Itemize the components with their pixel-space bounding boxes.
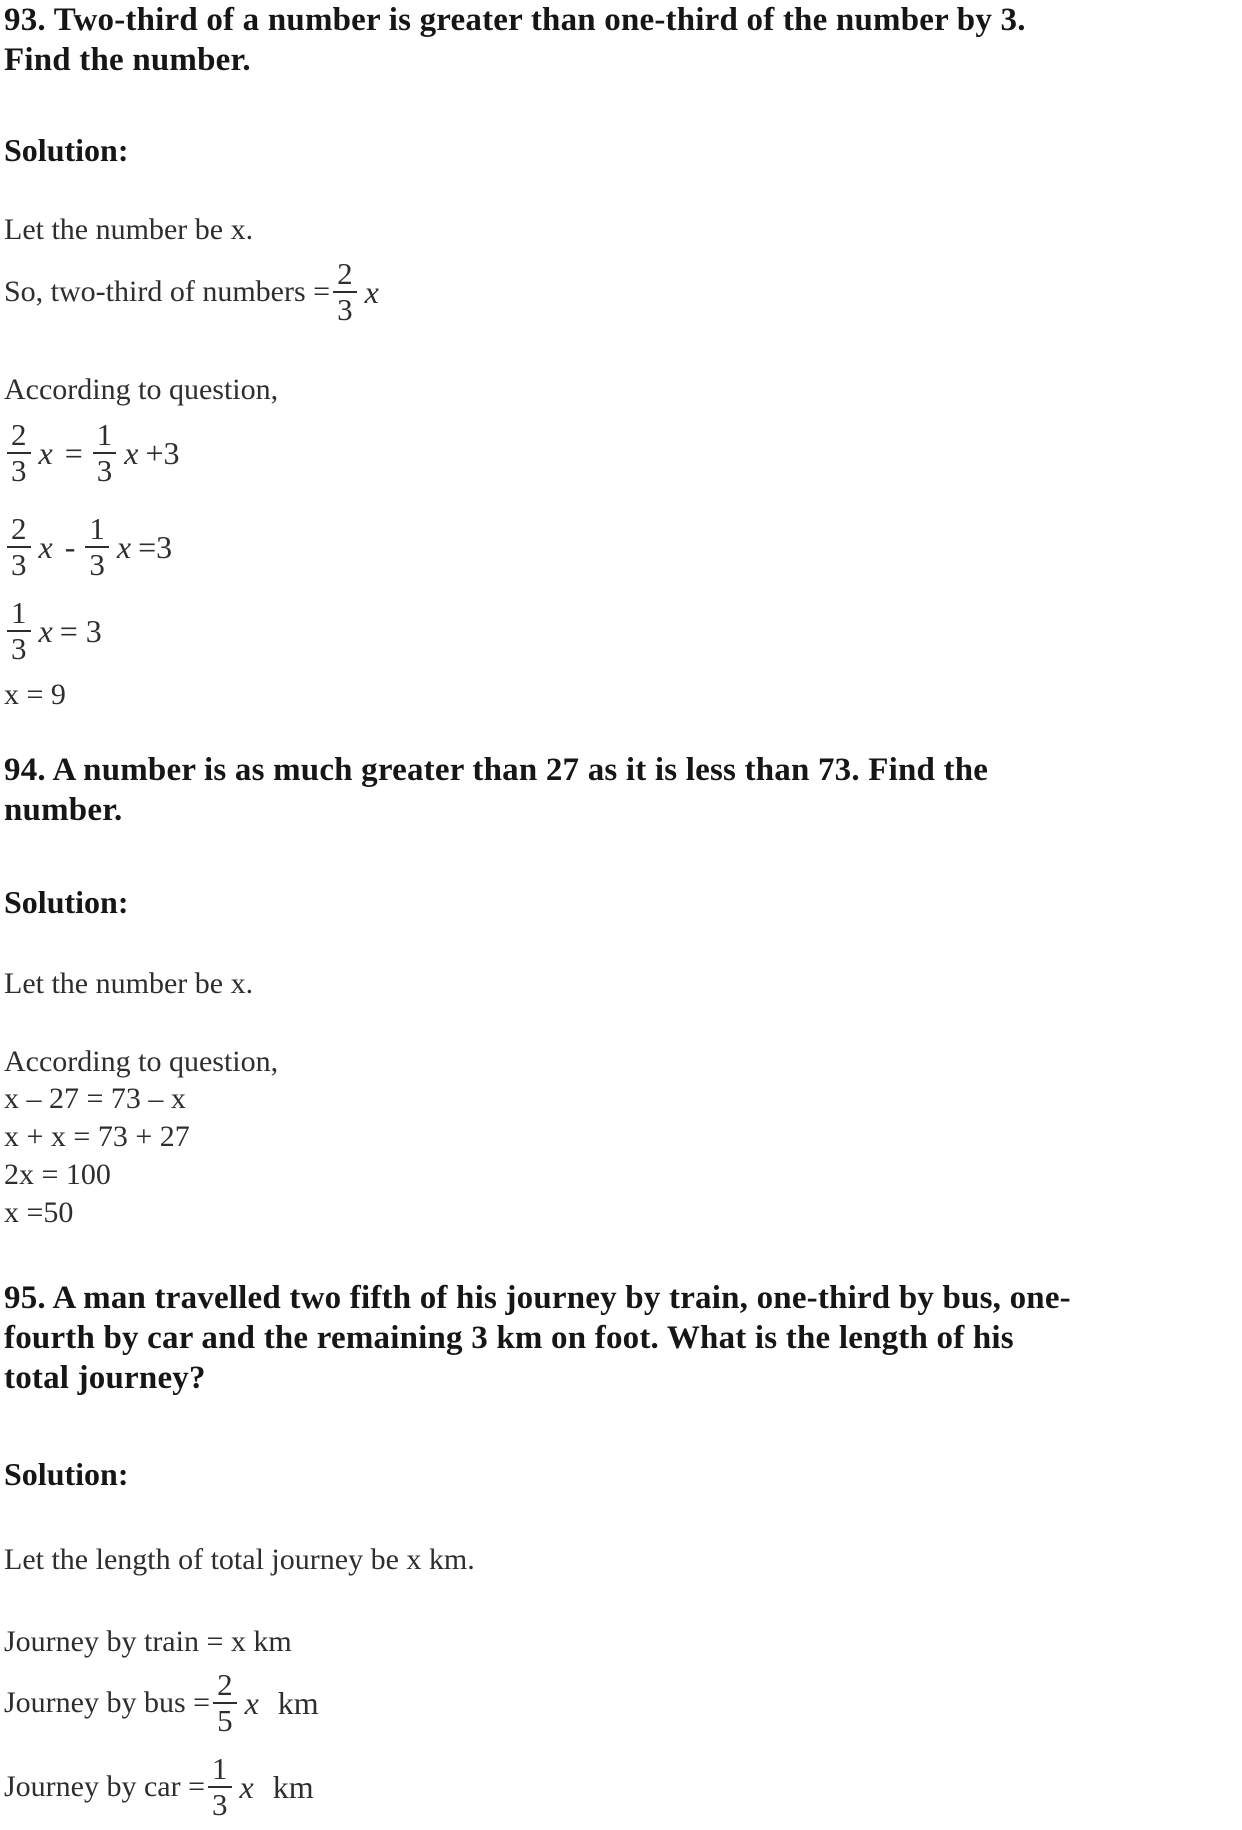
equation-tail: +3 bbox=[145, 434, 180, 471]
two-third-definition-line bbox=[4, 252, 1242, 332]
fraction-numerator: 1 bbox=[96, 417, 113, 452]
equation-tail: =3 bbox=[138, 528, 173, 565]
fraction-denominator: 3 bbox=[7, 546, 31, 582]
let-statement-95: Let the length of total journey be x km. bbox=[4, 1543, 475, 1576]
question-93-heading-line1: 93. Two-third of a number is greater than one-third of the number by 3. bbox=[4, 2, 1026, 38]
solution-label-94: Solution: bbox=[4, 884, 129, 920]
question-93-heading-line2: Find the number. bbox=[4, 42, 251, 78]
equation-94-step2: x + x = 73 + 27 bbox=[4, 1120, 190, 1153]
journey-bus-prefix: Journey by bus = bbox=[4, 1686, 211, 1719]
variable-x: x bbox=[38, 612, 53, 649]
result-93: x = 9 bbox=[4, 678, 66, 711]
question-94-heading-line2: number. bbox=[4, 792, 123, 828]
result-94: x =50 bbox=[4, 1196, 74, 1229]
variable-x: x bbox=[364, 273, 379, 310]
fraction-denominator: 3 bbox=[7, 630, 31, 666]
equation-93-step3 bbox=[4, 592, 1242, 670]
journey-train-line: Journey by train = x km bbox=[4, 1625, 292, 1658]
fraction-numerator: 1 bbox=[89, 511, 105, 546]
question-95-heading-line3: total journey? bbox=[4, 1360, 206, 1396]
according-statement-94: According to question, bbox=[4, 1045, 279, 1078]
journey-car-prefix: Journey by car = bbox=[4, 1770, 206, 1803]
solution-label-95: Solution: bbox=[4, 1456, 129, 1492]
fraction-denominator: 3 bbox=[333, 291, 357, 327]
question-95-heading-line2: fourth by car and the remaining 3 km on foot. What is the length of his bbox=[4, 1320, 1014, 1356]
equation-93-step1 bbox=[4, 414, 1242, 492]
fraction-two-fifths bbox=[213, 1668, 237, 1738]
fraction-denominator: 3 bbox=[85, 546, 109, 582]
equation-93-step2 bbox=[4, 508, 1242, 586]
let-statement-93: Let the number be x. bbox=[4, 213, 254, 246]
unit-km: km bbox=[272, 1768, 314, 1805]
variable-x: x bbox=[124, 434, 139, 471]
solution-label-93: Solution: bbox=[4, 132, 129, 168]
unit-km: km bbox=[277, 1684, 319, 1721]
equals-operator: = bbox=[64, 434, 83, 471]
fraction-numerator: 2 bbox=[217, 1667, 233, 1702]
fraction-numerator: 2 bbox=[11, 511, 27, 546]
variable-x: x bbox=[38, 528, 53, 565]
journey-car-line bbox=[4, 1744, 1242, 1830]
minus-operator: - bbox=[64, 528, 76, 565]
fraction-one-third bbox=[208, 1752, 232, 1822]
question-94-heading bbox=[4, 750, 1242, 830]
fraction-one-third bbox=[7, 596, 31, 666]
fraction-numerator: 2 bbox=[11, 417, 27, 452]
fraction-denominator: 5 bbox=[213, 1702, 237, 1738]
equation-tail: = 3 bbox=[59, 612, 102, 649]
according-statement-93: According to question, bbox=[4, 373, 279, 406]
fraction-one-third bbox=[93, 418, 117, 488]
let-statement-94: Let the number be x. bbox=[4, 967, 254, 1000]
fraction-two-thirds bbox=[7, 512, 31, 582]
equation-94-step3: 2x = 100 bbox=[4, 1158, 111, 1191]
fraction-two-thirds bbox=[333, 257, 357, 327]
variable-x: x bbox=[244, 1684, 259, 1721]
fraction-denominator: 3 bbox=[7, 452, 31, 488]
question-95-heading-line1: 95. A man travelled two fifth of his journey by train, one-third by bus, one- bbox=[4, 1280, 1071, 1316]
fraction-numerator: 1 bbox=[212, 1751, 228, 1786]
fraction-numerator: 1 bbox=[11, 595, 27, 630]
question-95-heading bbox=[4, 1278, 1242, 1398]
journey-bus-line bbox=[4, 1660, 1242, 1746]
fraction-denominator: 3 bbox=[208, 1786, 232, 1822]
fraction-numerator: 2 bbox=[337, 256, 353, 291]
fraction-two-thirds bbox=[7, 418, 31, 488]
equation-94-step1: x – 27 = 73 – x bbox=[4, 1082, 186, 1115]
fraction-one-third bbox=[85, 512, 109, 582]
variable-x: x bbox=[239, 1768, 254, 1805]
fraction-denominator: 3 bbox=[93, 452, 117, 488]
two-third-definition-prefix: So, two-third of numbers = bbox=[4, 275, 331, 308]
question-93-heading bbox=[4, 0, 1242, 80]
variable-x: x bbox=[116, 528, 132, 565]
question-94-heading-line1: 94. A number is as much greater than 27 as it is less than 73. Find the bbox=[4, 752, 989, 788]
variable-x: x bbox=[38, 434, 53, 471]
